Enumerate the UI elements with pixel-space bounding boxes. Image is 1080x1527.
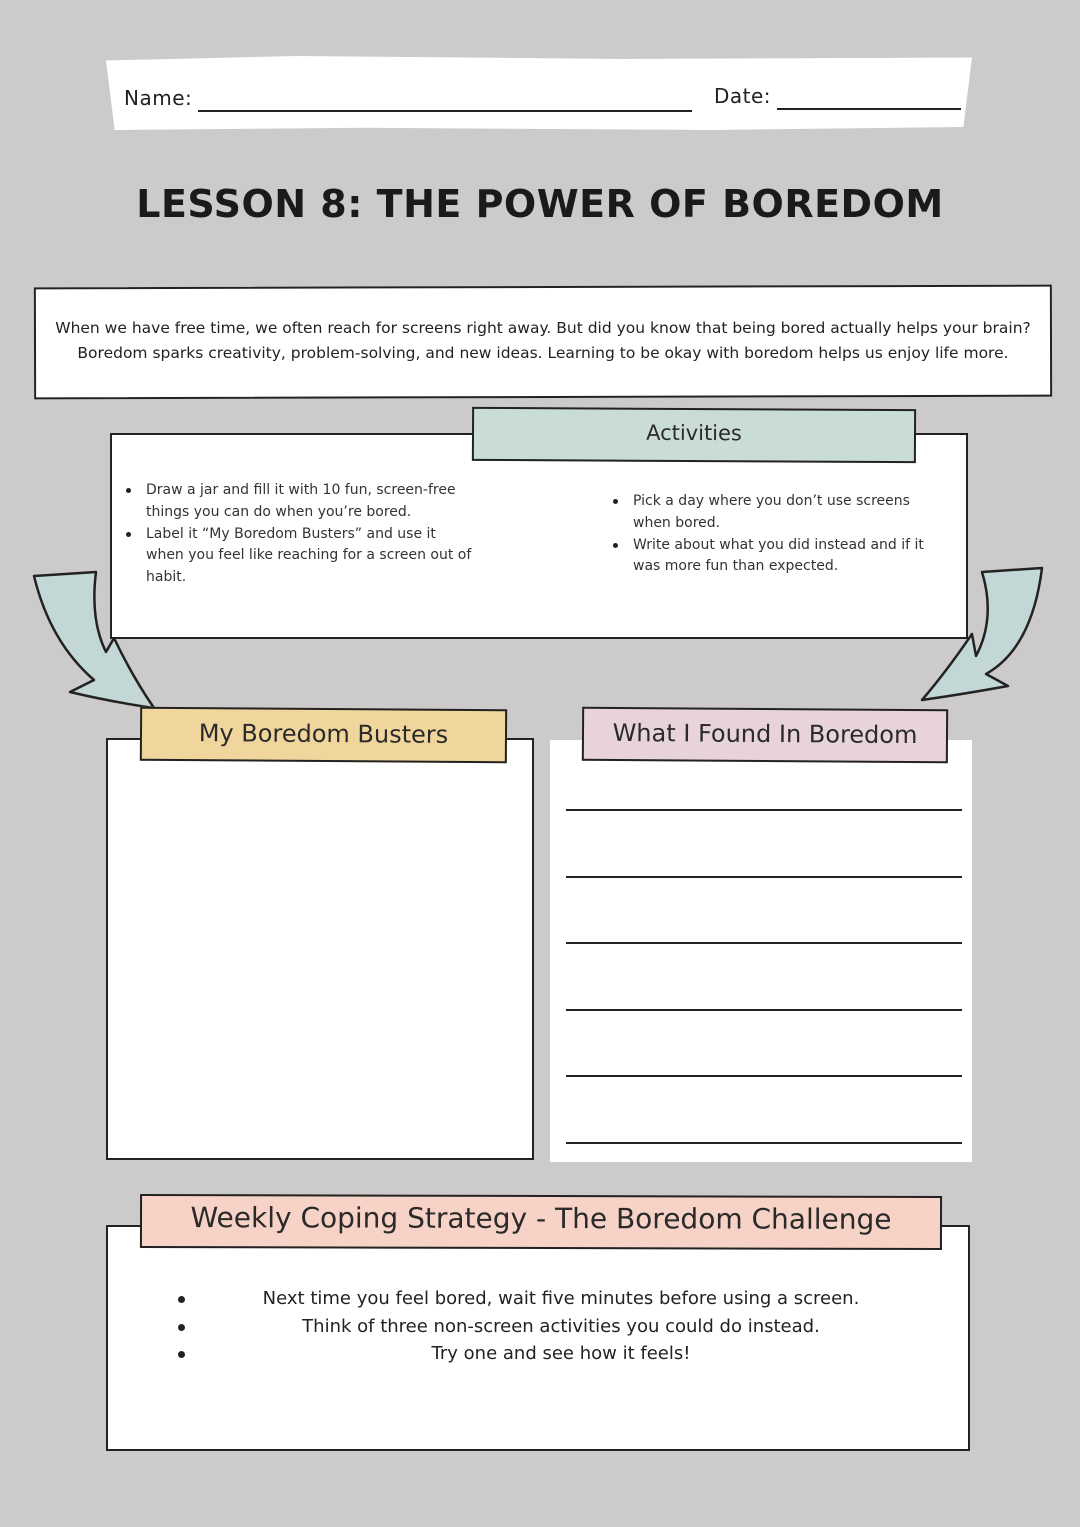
- writing-line[interactable]: [566, 809, 962, 811]
- date-label: Date:: [714, 84, 772, 108]
- found-in-boredom-box[interactable]: [550, 740, 972, 1162]
- activities-right-list: [611, 491, 933, 578]
- list-item: Try one and see how it feels!: [176, 1340, 946, 1368]
- writing-line[interactable]: [566, 942, 962, 944]
- weekly-strategy-title: Weekly Coping Strategy - The Boredom Challenge: [190, 1201, 892, 1236]
- activities-tab: [472, 407, 916, 463]
- boredom-busters-title: My Boredom Busters: [198, 719, 449, 749]
- list-item: Next time you feel bored, wait five minutes before using a screen.: [176, 1285, 946, 1313]
- weekly-strategy-list: [176, 1285, 946, 1368]
- intro-line-2: Boredom sparks creativity, problem-solving, and new ideas. Learning to be okay with boredom helps us enjoy life more.: [77, 344, 1009, 362]
- list-item: Draw a jar and fill it with 10 fun, screen-free things you can do when you’re bored.: [124, 480, 472, 524]
- found-in-boredom-tab: [582, 707, 948, 764]
- weekly-strategy-tab: [140, 1194, 942, 1250]
- boredom-busters-box[interactable]: [106, 738, 534, 1160]
- writing-line[interactable]: [566, 1142, 962, 1144]
- intro-line-1: When we have free time, we often reach for screens right away. But did you know that being bored actually helps your brain?: [55, 319, 1031, 337]
- page-title: LESSON 8: THE POWER OF BOREDOM: [136, 182, 944, 226]
- intro-text: [40, 316, 1046, 366]
- writing-line[interactable]: [566, 1009, 962, 1011]
- activities-left-list: [124, 480, 472, 589]
- list-item: Label it “My Boredom Busters” and use it when you feel like reaching for a screen out of habit.: [124, 524, 472, 589]
- activities-title: Activities: [646, 420, 742, 446]
- bullet-icon: [613, 543, 618, 548]
- bullet-icon: [613, 499, 618, 504]
- list-item: Pick a day where you don’t use screens when bored.: [611, 491, 933, 535]
- bullet-icon: [178, 1351, 185, 1358]
- writing-line[interactable]: [566, 1075, 962, 1077]
- bullet-icon: [126, 532, 131, 537]
- boredom-busters-tab: [140, 707, 507, 764]
- name-date-strip: [106, 56, 972, 130]
- bullet-icon: [178, 1296, 185, 1303]
- list-item: Think of three non-screen activities you could do instead.: [176, 1313, 946, 1341]
- name-input-line[interactable]: [198, 110, 692, 112]
- found-in-boredom-title: What I Found In Boredom: [612, 718, 918, 750]
- bullet-icon: [126, 488, 131, 493]
- name-label: Name:: [124, 86, 193, 110]
- date-input-line[interactable]: [777, 108, 961, 110]
- list-item: Write about what you did instead and if it was more fun than expected.: [611, 535, 933, 579]
- writing-line[interactable]: [566, 876, 962, 878]
- bullet-icon: [178, 1324, 185, 1331]
